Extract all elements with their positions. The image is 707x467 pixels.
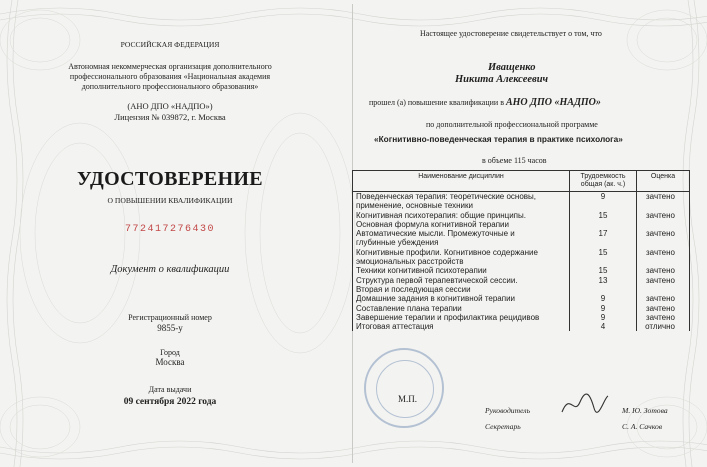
discipline-grade: зачтено — [637, 276, 690, 285]
discipline-name: Автоматические мысли. Промежуточные и — [353, 229, 570, 238]
table-row — [353, 211, 690, 220]
discipline-hours — [570, 257, 637, 266]
discipline-grade — [637, 238, 690, 247]
discipline-grade: зачтено — [637, 304, 690, 313]
federation-label: РОССИЙСКАЯ ФЕДЕРАЦИЯ — [120, 40, 220, 49]
table-row — [353, 257, 690, 266]
discipline-name: Структура первой терапевтической сессии. — [353, 276, 570, 285]
discipline-grade — [637, 285, 690, 294]
discipline-name: Завершение терапии и профилактика рецидивов — [353, 313, 570, 322]
issue-date-value: 09 сентября 2022 года — [123, 397, 217, 407]
document-subtitle: О ПОВЫШЕНИИ КВАЛИФИКАЦИИ — [107, 196, 233, 205]
program-volume: в объеме 115 часов — [482, 156, 547, 165]
header-grade: Оценка — [637, 171, 690, 192]
header-discipline: Наименование дисциплин — [353, 171, 570, 192]
passed-text: прошел (а) повышение квалификации в АНО ДПО «НАДПО» — [369, 97, 601, 108]
secretary-name: С. А. Сачков — [622, 422, 663, 431]
org-abbreviation: (АНО ДПО «НАДПО») — [127, 101, 213, 111]
table-row — [353, 229, 690, 238]
discipline-hours — [570, 220, 637, 229]
discipline-name: Составление плана терапии — [353, 304, 570, 313]
registration-label: Регистрационный номер — [128, 313, 212, 322]
discipline-name: Основная формула когнитивной терапии — [353, 220, 570, 229]
license-number: Лицензия № 039872, г. Москва — [114, 112, 226, 122]
discipline-grade — [637, 257, 690, 266]
document-type: Документ о квалификации — [110, 264, 230, 275]
discipline-hours: 4 — [570, 322, 637, 331]
head-signature — [560, 390, 610, 418]
intro-text: Настоящее удостоверение свидетельствует о том, что — [420, 29, 602, 38]
discipline-hours: 9 — [570, 192, 637, 202]
table-row — [353, 313, 690, 322]
discipline-name: Домашние задания в когнитивной терапии — [353, 294, 570, 303]
discipline-grade: отлично — [637, 322, 690, 331]
discipline-grade: зачтено — [637, 313, 690, 322]
org-line-2: профессионального образования «Национальная академия — [69, 72, 271, 81]
table-row — [353, 201, 690, 210]
discipline-name: Когнитивные профили. Когнитивное содержание — [353, 248, 570, 257]
holder-surname: Иващенко — [488, 62, 536, 73]
discipline-hours: 17 — [570, 229, 637, 238]
table-row — [353, 294, 690, 303]
discipline-grade: зачтено — [637, 192, 690, 202]
table-row — [353, 322, 690, 331]
disciplines-table — [352, 170, 690, 331]
table-row — [353, 285, 690, 294]
discipline-grade: зачтено — [637, 294, 690, 303]
table-row — [353, 276, 690, 285]
city-value: Москва — [155, 357, 185, 367]
disciplines-body — [353, 192, 690, 332]
discipline-grade — [637, 201, 690, 210]
registration-number: 9855-у — [157, 323, 183, 333]
discipline-grade: зачтено — [637, 211, 690, 220]
discipline-name: применение, основные техники — [353, 201, 570, 210]
passed-organization: АНО ДПО «НАДПО» — [505, 97, 601, 108]
discipline-hours: 15 — [570, 248, 637, 257]
issue-date-label: Дата выдачи — [148, 385, 192, 394]
program-title: «Когнитивно-поведенческая терапия в практике психолога» — [374, 134, 623, 144]
official-stamp — [364, 348, 444, 428]
discipline-hours: 15 — [570, 266, 637, 275]
city-label: Город — [160, 348, 180, 357]
secretary-label: Секретарь — [485, 422, 521, 431]
org-line-3: дополнительного профессионального образования» — [81, 82, 259, 91]
discipline-grade: зачтено — [637, 229, 690, 238]
org-line-1: Автономная некоммерческая организация дополнительного — [68, 62, 272, 71]
discipline-hours — [570, 201, 637, 210]
program-label: по дополнительной профессиональной программе — [426, 120, 598, 129]
discipline-grade: зачтено — [637, 248, 690, 257]
discipline-hours — [570, 238, 637, 247]
discipline-name: Техники когнитивной психотерапии — [353, 266, 570, 275]
table-row — [353, 192, 690, 202]
table-row — [353, 266, 690, 275]
discipline-name: Когнитивная психотерапия: общие принципы. — [353, 211, 570, 220]
discipline-grade: зачтено — [637, 266, 690, 275]
discipline-hours: 13 — [570, 276, 637, 285]
discipline-hours: 9 — [570, 294, 637, 303]
discipline-hours — [570, 285, 637, 294]
discipline-hours: 9 — [570, 304, 637, 313]
table-row — [353, 248, 690, 257]
table-row — [353, 220, 690, 229]
discipline-hours: 15 — [570, 211, 637, 220]
discipline-name: эмоциональных расстройств — [353, 257, 570, 266]
holder-name: Никита Алексеевич — [455, 74, 549, 85]
discipline-name: Поведенческая терапия: теоретические основы, — [353, 192, 570, 202]
head-label: Руководитель — [485, 406, 531, 415]
head-name: М. Ю. Зотова — [622, 406, 668, 415]
table-row — [353, 238, 690, 247]
certificate-number: 772417276430 — [124, 224, 215, 235]
header-hours: Трудоемкость общая (ак. ч.) — [570, 171, 637, 192]
discipline-name: глубинные убеждения — [353, 238, 570, 247]
discipline-hours: 9 — [570, 313, 637, 322]
table-row — [353, 304, 690, 313]
discipline-grade — [637, 220, 690, 229]
discipline-name: Вторая и последующая сессии — [353, 285, 570, 294]
stamp-place: М.П. — [398, 394, 418, 404]
document-title: УДОСТОВЕРЕНИЕ — [77, 168, 263, 190]
discipline-name: Итоговая аттестация — [353, 322, 570, 331]
